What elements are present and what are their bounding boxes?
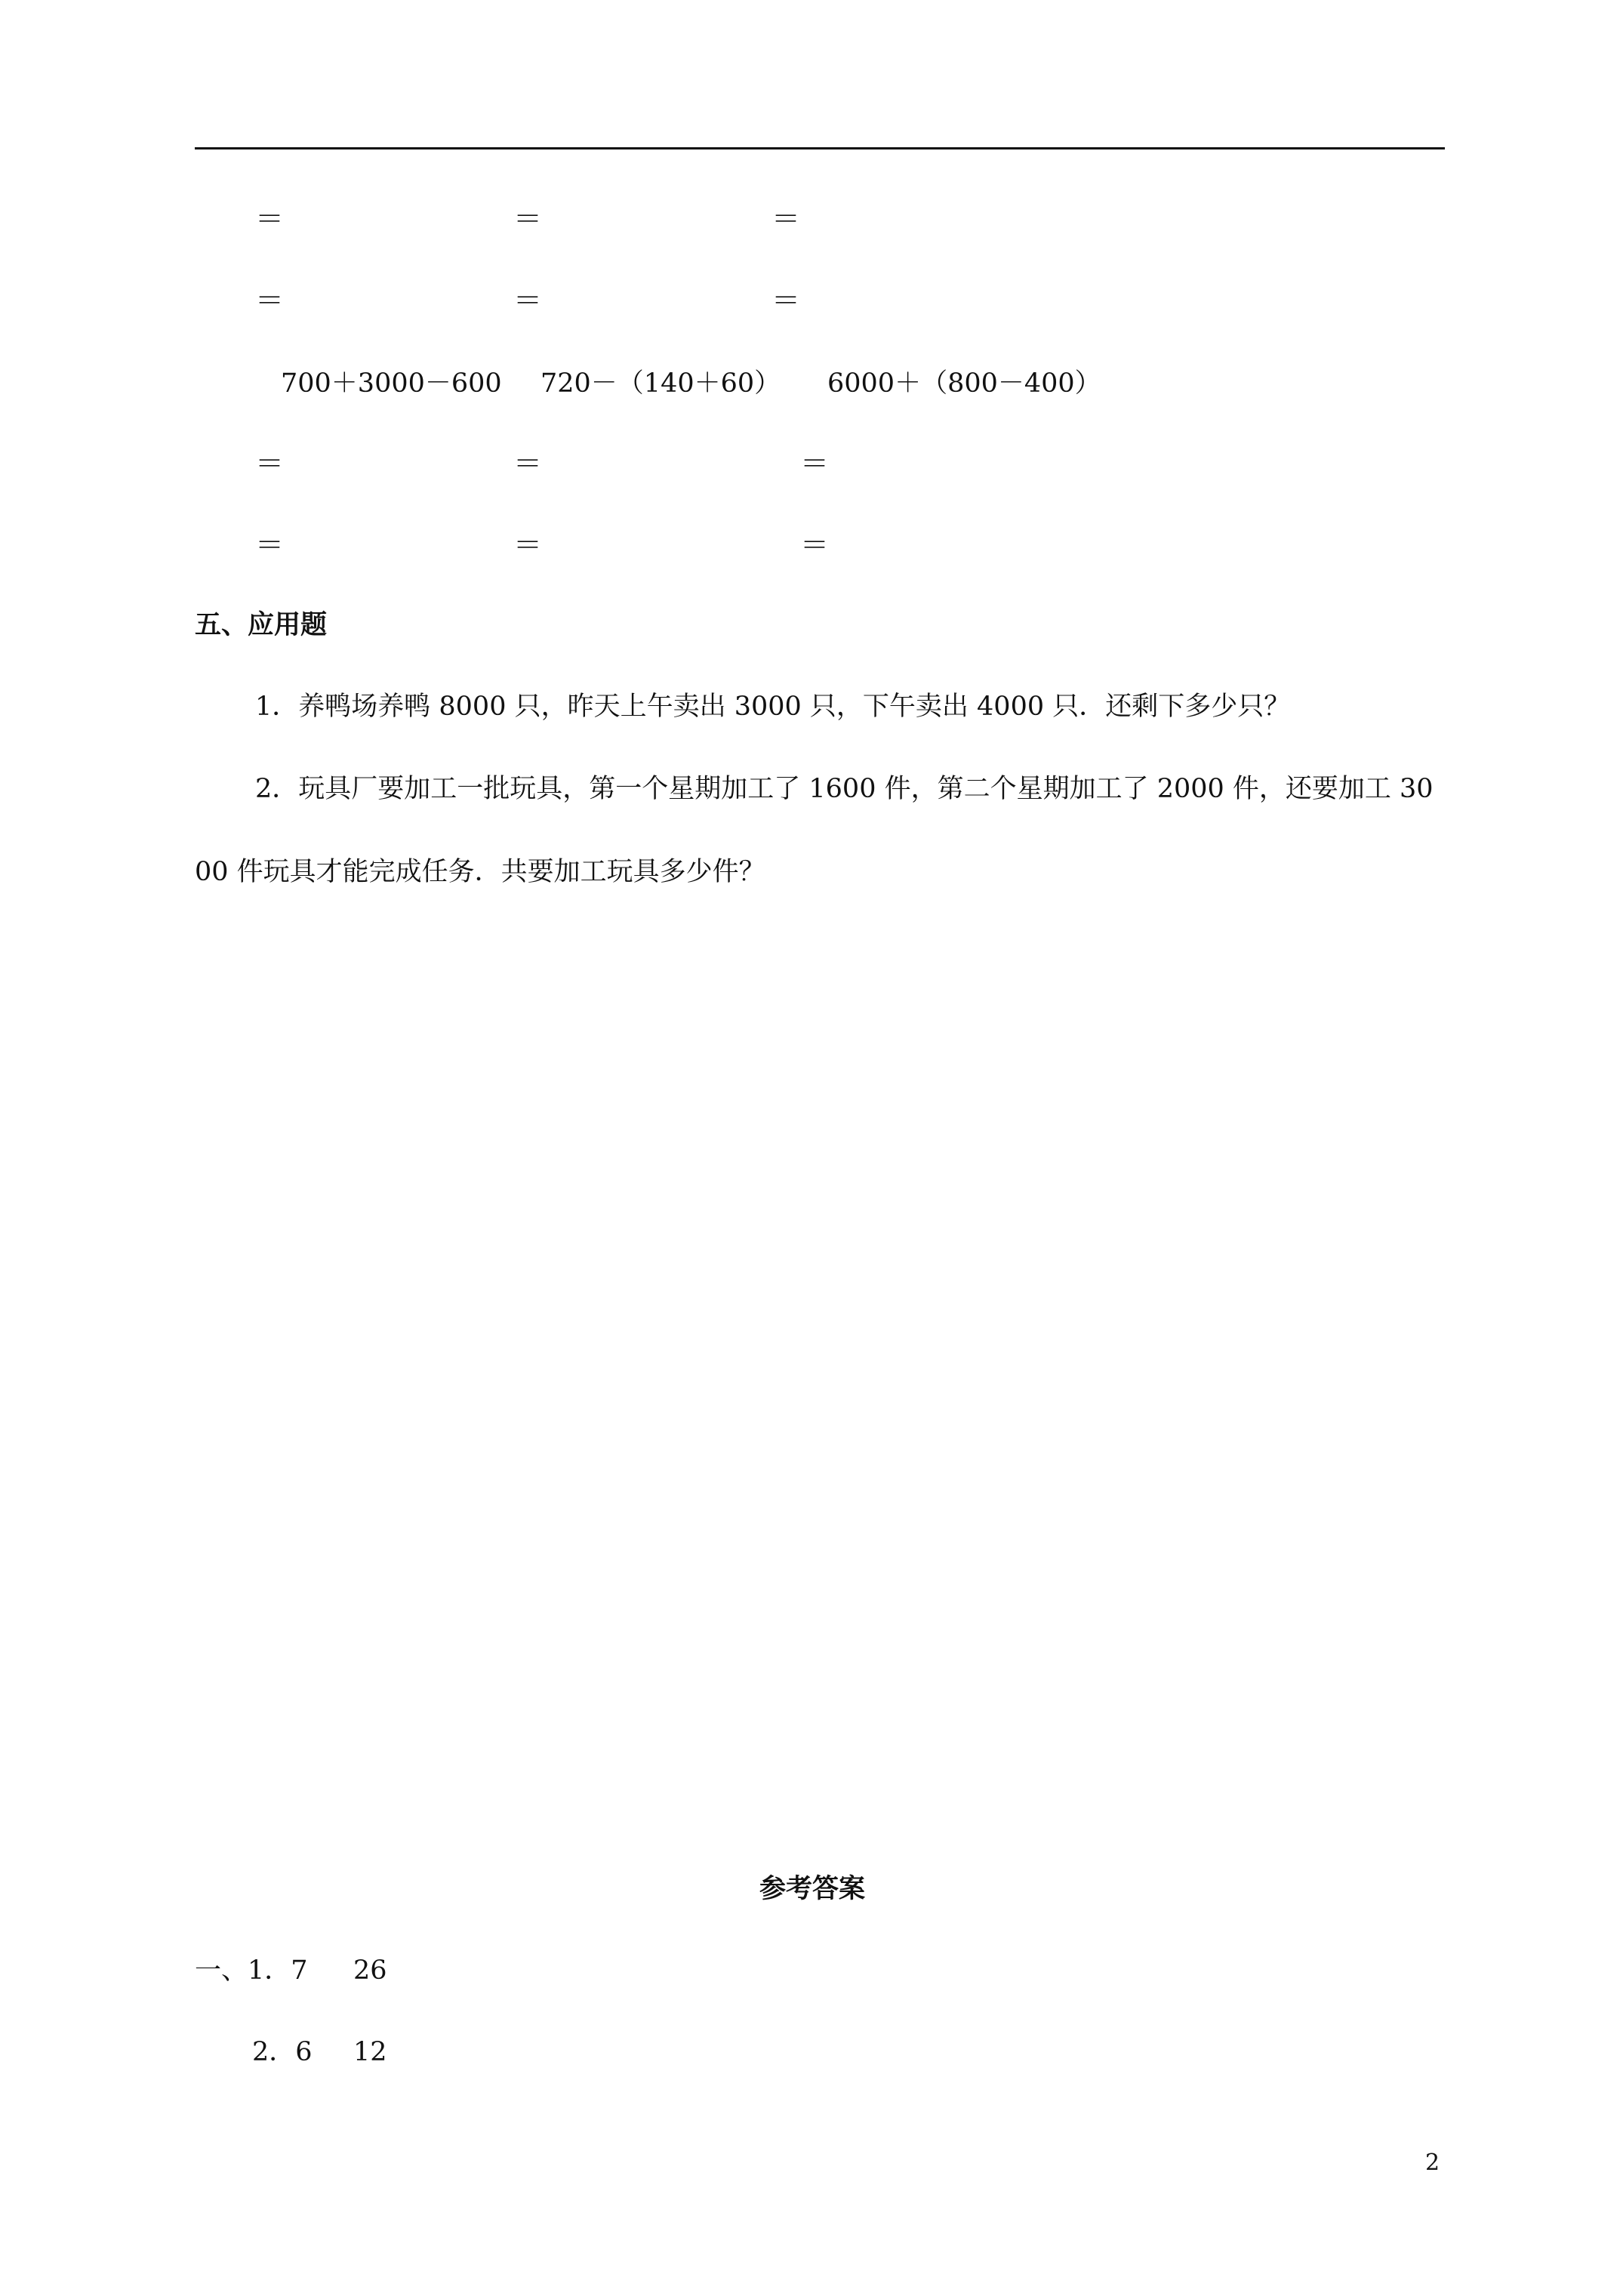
- equals-sign: ＝: [771, 202, 801, 236]
- equals-sign: ＝: [800, 447, 830, 480]
- answers-heading: 参考答案: [759, 1873, 866, 1904]
- equals-sign: ＝: [255, 447, 285, 480]
- answer-line-2-value: 12: [353, 2037, 387, 2067]
- header-rule: [195, 147, 1445, 149]
- equals-sign: ＝: [513, 202, 543, 236]
- section-heading: 五、应用题: [195, 609, 328, 640]
- equals-sign: ＝: [513, 529, 543, 562]
- equals-sign: ＝: [513, 447, 543, 480]
- answer-line-1-value: 26: [353, 1955, 387, 1986]
- equals-sign: ＝: [513, 284, 543, 317]
- equals-sign: ＝: [255, 202, 285, 236]
- equals-sign: ＝: [255, 529, 285, 562]
- equals-sign: ＝: [255, 284, 285, 317]
- equals-sign: ＝: [771, 284, 801, 317]
- question-1: 1．养鸭场养鸭 8000 只，昨天上午卖出 3000 只，下午卖出 4000 只．还剩下多少只？: [255, 692, 1291, 722]
- expression: 700＋3000－600: [281, 368, 502, 399]
- expression: 720－（140＋60）: [540, 368, 781, 399]
- expression: 6000＋（800－400）: [827, 368, 1101, 399]
- equals-sign: ＝: [800, 529, 830, 562]
- page-number: 2: [1425, 2150, 1440, 2176]
- answer-line-2-prefix: 2．6: [252, 2037, 313, 2067]
- answer-line-1-prefix: 一、1．7: [195, 1955, 308, 1986]
- question-2: 2．玩具厂要加工一批玩具，第一个星期加工了 1600 件，第二个星期加工了 2000 件，还要加工 3000 件玩具才能完成任务．共要加工玩具多少件？: [195, 774, 1434, 887]
